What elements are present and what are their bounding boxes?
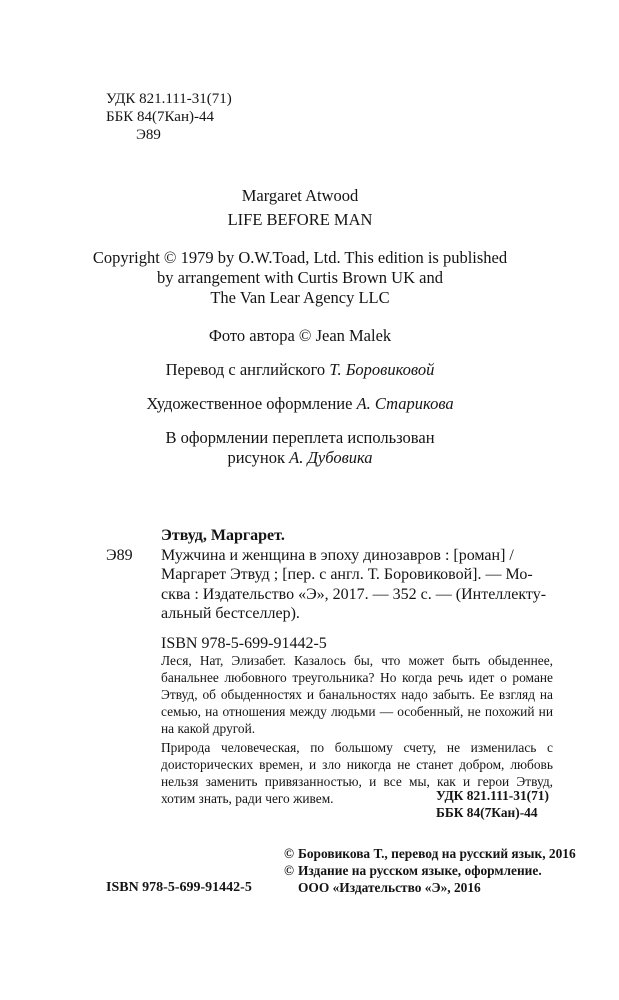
translation-credit xyxy=(80,360,520,380)
copyright-line: Copyright © 1979 by O.W.Toad, Ltd. This edition is published xyxy=(92,248,508,267)
translation-label: Перевод с английского xyxy=(165,360,326,379)
bibliographic-record xyxy=(106,526,560,653)
copyright-holder-text: ООО «Издательство «Э», 2016 xyxy=(298,880,481,895)
bib-code: Э89 xyxy=(106,546,133,564)
copyright-holder xyxy=(284,879,576,896)
copyright-symbol: © xyxy=(284,846,295,861)
annotation-bbk: ББК 84(7Кан)-44 xyxy=(436,805,538,820)
bib-entry xyxy=(106,546,560,624)
isbn-bottom: ISBN 978-5-699-91442-5 xyxy=(106,880,252,895)
translator-name: Т. Боровиковой xyxy=(329,360,435,379)
copyright-notice xyxy=(80,248,520,308)
annotation-paragraph: Леся, Нат, Элизабет. Казалось бы, что может быть обыденнее, банальнее любовного треугольника? Но когда речь идет о романе Этвуд, об обыденностях и банальностях надо забыть. Ее взгляд на семью, на отношения между людьми — особенный, не похожий ни на какой другой. xyxy=(161,653,553,736)
annotation-codes xyxy=(436,787,549,821)
design-credit xyxy=(80,394,520,414)
annotation xyxy=(161,652,553,809)
binding-line: В оформлении переплета использован xyxy=(165,428,435,447)
original-author: Margaret Atwood xyxy=(241,186,359,205)
copyright-line: The Van Lear Agency LLC xyxy=(210,288,390,307)
bib-isbn: ISBN 978-5-699-91442-5 xyxy=(161,634,327,652)
copyright-line: by arrangement with Curtis Brown UK and xyxy=(157,268,443,287)
photo-credit: Фото автора © Jean Malek xyxy=(208,326,392,345)
credits-block xyxy=(80,186,520,468)
designer-name: А. Старикова xyxy=(356,394,454,413)
copyright-symbol: © xyxy=(284,863,295,878)
udk-code: УДК 821.111-31(71) xyxy=(106,91,232,107)
binding-label: рисунок xyxy=(227,448,285,467)
binding-credit xyxy=(80,428,520,468)
annotation-udk: УДК 821.111-31(71) xyxy=(436,788,549,803)
bib-author: Этвуд, Маргарет. xyxy=(161,527,285,544)
copyright-holder xyxy=(284,845,576,862)
copyright-holder-text: Боровикова Т., перевод на русский язык, 2016 xyxy=(298,846,576,861)
original-title: LIFE BEFORE MAN xyxy=(227,210,373,229)
bib-line: альный бестселлер). xyxy=(161,605,300,622)
binding-line xyxy=(80,448,520,468)
copyright-holder xyxy=(284,862,576,879)
bbk-code: ББК 84(7Кан)-44 xyxy=(106,109,214,125)
copyright-holder-text: Издание на русском языке, оформление. xyxy=(298,863,542,878)
binding-artist-name: А. Дубовика xyxy=(289,448,373,467)
copyright-holders xyxy=(284,845,576,896)
bib-line: сква : Издательство «Э», 2017. — 352 с. — (Интеллекту- xyxy=(161,585,547,603)
bib-line: Мужчина и женщина в эпоху динозавров : [роман] / xyxy=(161,546,514,564)
author-mark-code: Э89 xyxy=(136,127,161,143)
annotation-paragraph: Природа человеческая, по большому счету, не изменилась с доисторических времен, и зло никогда не станет добром, любовь нельзя заменить привязанностью, и все мы, как и герои Этвуд, хотим знать, ради чего живем. xyxy=(161,740,553,806)
design-label: Художественное оформление xyxy=(146,394,353,413)
classification-codes xyxy=(106,90,232,144)
bib-line: Маргарет Этвуд ; [пер. с англ. Т. Боровиковой]. — Мо- xyxy=(161,566,533,583)
